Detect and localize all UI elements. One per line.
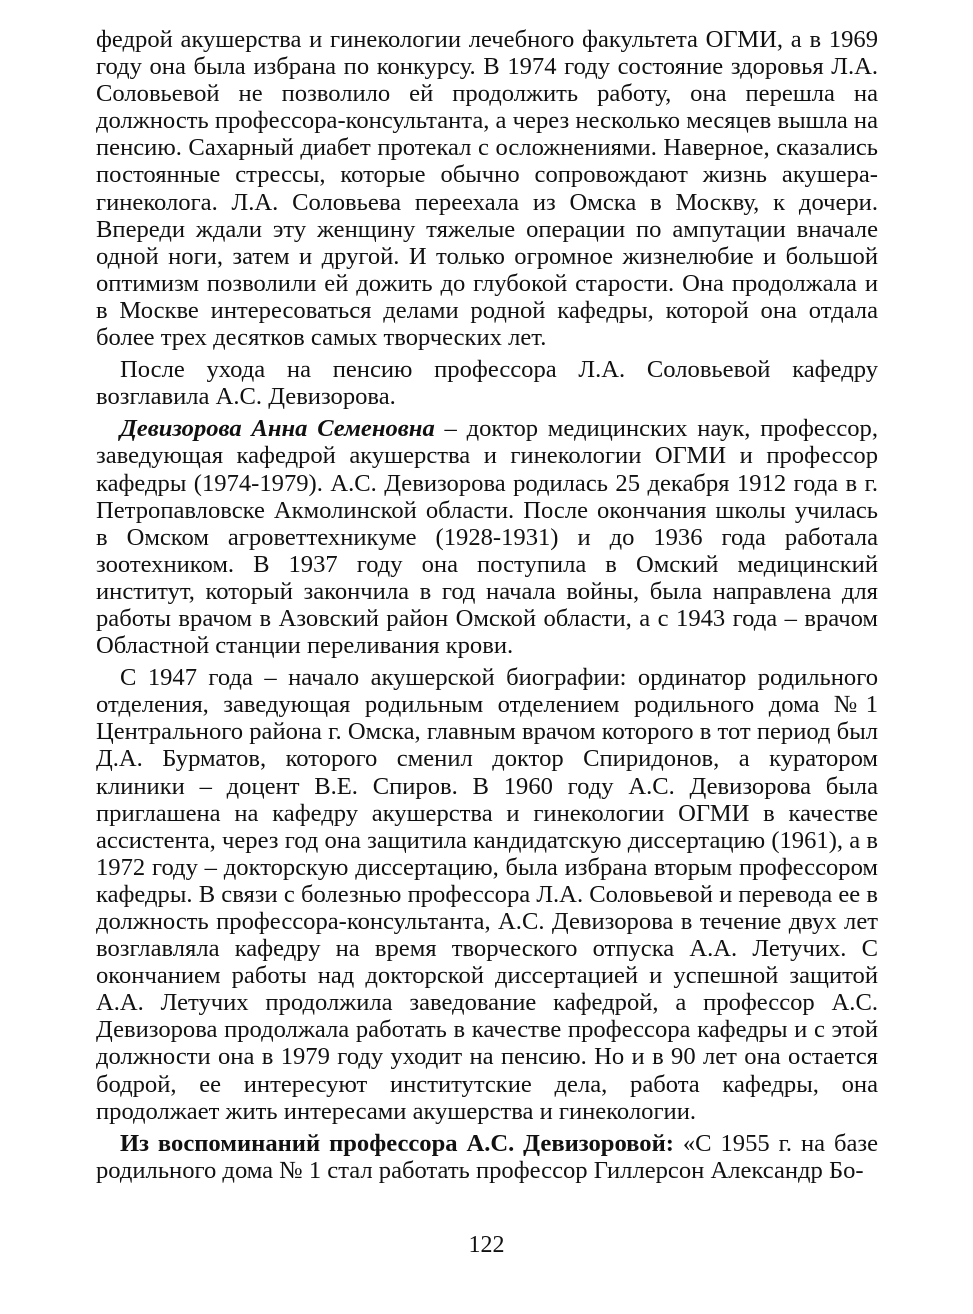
paragraph-obstetric-career: С 1947 года – начало акушерской биографии: ординатор родильного отделения, заведующая родильным отделением родильного дома №1 Центрального района г. Омска, главным врачом которого в тот период был Д.А. Бурматов, которого сменил доктор Спиридонов, а куратором клиники – доцент В.Е. Спиров. В 1960 году А.С. Девизорова была приглашена на кафедру акушерства и гинекологии ОГМИ в качестве ассистента, через год она защитила кандидатскую диссертацию (1961), а в 1972 году – докторскую диссертацию, была избрана вторым профессором кафедры. В связи с болезнью профессора Л.А. Соловьевой и перевода ее в должность профессора-консультанта, А.С. Девизорова в течение двух лет возглавляла кафедру на время творческого отпуска А.А. Летучих. С окончанием работы над докторской диссертацией и успешной защитой А.А. Летучих продолжила заведование кафедрой, а профессор А.С. Девизорова продолжала работать в качестве профессора кафедры и с этой должности она в 1979 году уходит на пенсию. Но и в 90 лет она остается бодрой, ее интересуют институтские дела, работа кафедры, она продолжает жить интересами акушерства и гинекологии.: [96, 664, 878, 1125]
bio-text: – доктор медицинских наук, профессор, заведующая кафедрой акушерства и гинекологии ОГМИ и профессор кафедры (1974-1979). А.С. Девизорова родилась 25 декабря 1912 года в г. Петропавловске Акмолинской области. После окончания школы училась в Омском агроветтехникуме (1928-1931) и до 1936 года работала зоотехником. В 1937 году она поступила в Омский медицинский институт, который закончила в год начала войны, была направлена для работы врачом в Азовский район Омской области, а с 1943 года – врачом Областной станции переливания крови.: [96, 415, 878, 660]
page-body: [96, 26, 878, 1184]
page-number: 122: [468, 1232, 505, 1258]
memoir-text: «С 1955 г. на базе родильного дома № 1 стал работать профессор Гиллерсон Александр Бо-: [96, 1129, 879, 1184]
paragraph-continuation: федрой акушерства и гинекологии лечебного факультета ОГМИ, а в 1969 году она была избрана по конкурсу. В 1974 году состояние здоровья Л.А. Соловьевой не позволило ей продолжить работу, она перешла на должность профессора-консультанта, а через несколько месяцев вышла на пенсию. Сахарный диабет протекал с осложнениями. Наверное, сказались постоянные стрессы, которые обычно сопровождают жизнь акушера-гинеколога. Л.А. Соловьева переехала из Омска в Москву, к дочери. Впереди ждали эту женщину тяжелые операции по ампутации вначале одной ноги, затем и другой. И только огромное жизнелюбие и большой оптимизм позволили ей дожить до глубокой старости. Она продолжала и в Москве интересоваться делами родной кафедры, которой она отдала более трех десятков самых творческих лет.: [96, 26, 878, 352]
paragraph-succession: После ухода на пенсию профессора Л.А. Соловьевой кафедру возглавила А.С. Девизорова.: [96, 356, 878, 411]
paragraph-devizorova-bio: [96, 415, 878, 659]
paragraph-memoir: [96, 1130, 878, 1184]
person-name-heading: Девизорова Анна Семеновна: [120, 415, 435, 443]
memoir-lead: Из воспоминаний профессора А.С. Девизоровой:: [120, 1129, 674, 1157]
